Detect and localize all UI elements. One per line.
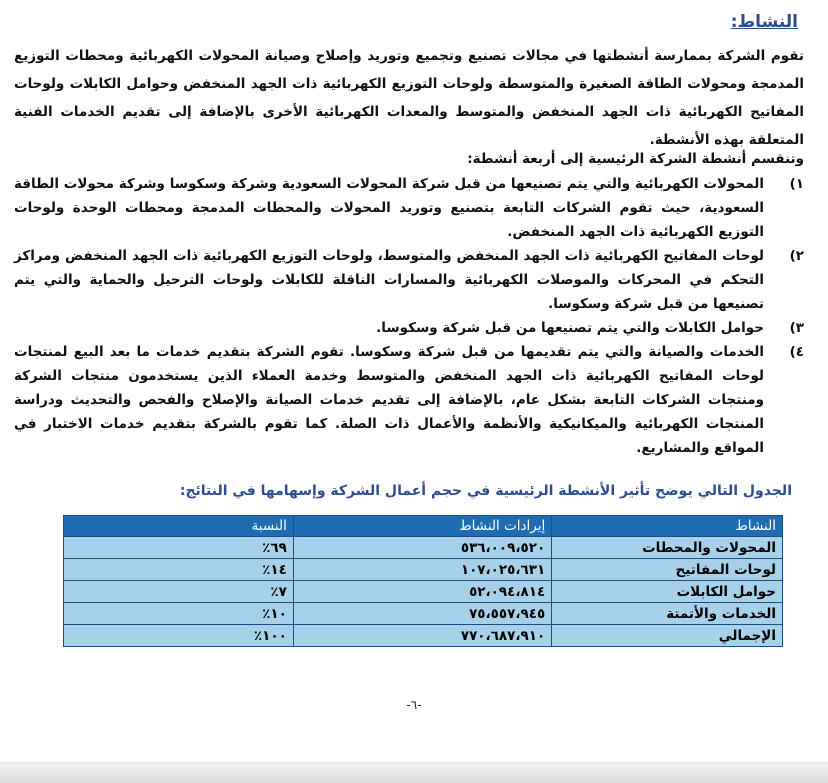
cell-activity: المحولات والمحطات bbox=[552, 537, 783, 559]
cell-percentage: ٦٩٪ bbox=[64, 537, 294, 559]
cell-percentage: ١٤٪ bbox=[64, 559, 294, 581]
activities-revenue-table bbox=[63, 515, 783, 647]
list-item bbox=[14, 244, 804, 316]
cell-activity: حوامل الكابلات bbox=[552, 581, 783, 603]
cell-activity: الخدمات والأتمتة bbox=[552, 603, 783, 625]
cell-activity: لوحات المفاتيح bbox=[552, 559, 783, 581]
list-item-number: ١) bbox=[789, 176, 804, 192]
header-revenue: إيرادات النشاط bbox=[293, 516, 551, 537]
list-item bbox=[14, 316, 804, 340]
cell-percentage: ١٠٪ bbox=[64, 603, 294, 625]
intro-paragraph: تقوم الشركة بممارسة أنشطتها في مجالات تصنيع وتجميع وتوريد وإصلاح وصيانة المحولات الكهربائية ومحطات التوزيع المدمجة ومحولات الطاقة الصغيرة والمتوسطة ولوحات التوزيع الكهربائية ذات الجهد المنخفض وحوامل الكابلات ولوحات المفاتيح الكهربائية ذات الجهد المنخفض والمتوسط والمعدات الكهربائية الأخرى بالإضافة إلى تقديم الخدمات الفنية المتعلقة بهذه الأنشطة. bbox=[14, 48, 804, 148]
list-item bbox=[14, 340, 804, 460]
list-item-number: ٢) bbox=[789, 248, 804, 264]
cell-revenue: ١٠٧،٠٢٥،٦٣١ bbox=[293, 559, 551, 581]
table-row bbox=[64, 581, 783, 603]
section-title: النشاط: bbox=[730, 12, 798, 32]
table-caption: الجدول التالي يوضح تأثير الأنشطة الرئيسية في حجم أعمال الشركة وإسهامها في النتائج: bbox=[179, 483, 792, 499]
cell-activity: الإجمالي bbox=[552, 625, 783, 647]
table-row bbox=[64, 537, 783, 559]
list-item-text: لوحات المفاتيح الكهربائية ذات الجهد المنخفض والمتوسط، ولوحات التوزيع الكهربائية ذات الجهد المنخفض ومراكز التحكم في المحركات والموصلات الكهربائية والمسارات الناقلة للكابلات ولوحات الترحيل والحماية والتي يتم تصنيعها من قبل شركة وسكوسا. bbox=[14, 248, 764, 312]
cell-revenue: ٥٣٦،٠٠٩،٥٢٠ bbox=[293, 537, 551, 559]
cell-revenue: ٥٢،٠٩٤،٨١٤ bbox=[293, 581, 551, 603]
activities-list bbox=[14, 172, 804, 460]
cell-percentage: ١٠٠٪ bbox=[64, 625, 294, 647]
table-row bbox=[64, 603, 783, 625]
viewer-bottom-bar bbox=[0, 762, 828, 783]
list-item-number: ٣) bbox=[789, 320, 804, 336]
list-item-text: الخدمات والصيانة والتي يتم تقديمها من قبل شركة وسكوسا. تقوم الشركة بتقديم خدمات ما بعد البيع لمنتجات لوحات المفاتيح الكهربائية ذات الجهد المنخفض والمتوسط وخدمة العملاء الذين يستخدمون منتجات الشركة ومنتجات الشركات التابعة بشكل عام، بالإضافة إلى تقديم خدمات الصيانة والإصلاح والفحص والتحديث ودراسة المنتجات الكهربائية والميكانيكية والأنظمة والأعمال ذات الصلة. كما تقوم بالشركة بتقديم خدمات الاختبار في المواقع والمشاريع. bbox=[14, 344, 764, 456]
list-item bbox=[14, 172, 804, 244]
table-total-row bbox=[64, 625, 783, 647]
header-activity: النشاط bbox=[552, 516, 783, 537]
cell-revenue: ٧٥،٥٥٧،٩٤٥ bbox=[293, 603, 551, 625]
list-item-text: المحولات الكهربائية والتي يتم تصنيعها من قبل شركة المحولات السعودية وشركة وسكوسا وشركة محولات الطاقة السعودية، حيث تقوم الشركات التابعة بتصنيع وتوريد المحولات والمحطات المدمجة ومحطات الوحدة ولوحات التوزيع الكهربائية ذات الجهد المنخفض. bbox=[14, 176, 764, 240]
list-item-number: ٤) bbox=[789, 344, 804, 360]
list-item-text: حوامل الكابلات والتي يتم تصنيعها من قبل شركة وسكوسا. bbox=[376, 320, 764, 336]
page-number: -٦- bbox=[406, 698, 422, 712]
cell-percentage: ٧٪ bbox=[64, 581, 294, 603]
header-percentage: النسبة bbox=[64, 516, 294, 537]
table-header-row bbox=[64, 516, 783, 537]
activities-intro: وتنقسم أنشطة الشركة الرئيسية إلى أربعة أنشطة: bbox=[467, 151, 804, 167]
cell-revenue: ٧٧٠،٦٨٧،٩١٠ bbox=[293, 625, 551, 647]
table-row bbox=[64, 559, 783, 581]
